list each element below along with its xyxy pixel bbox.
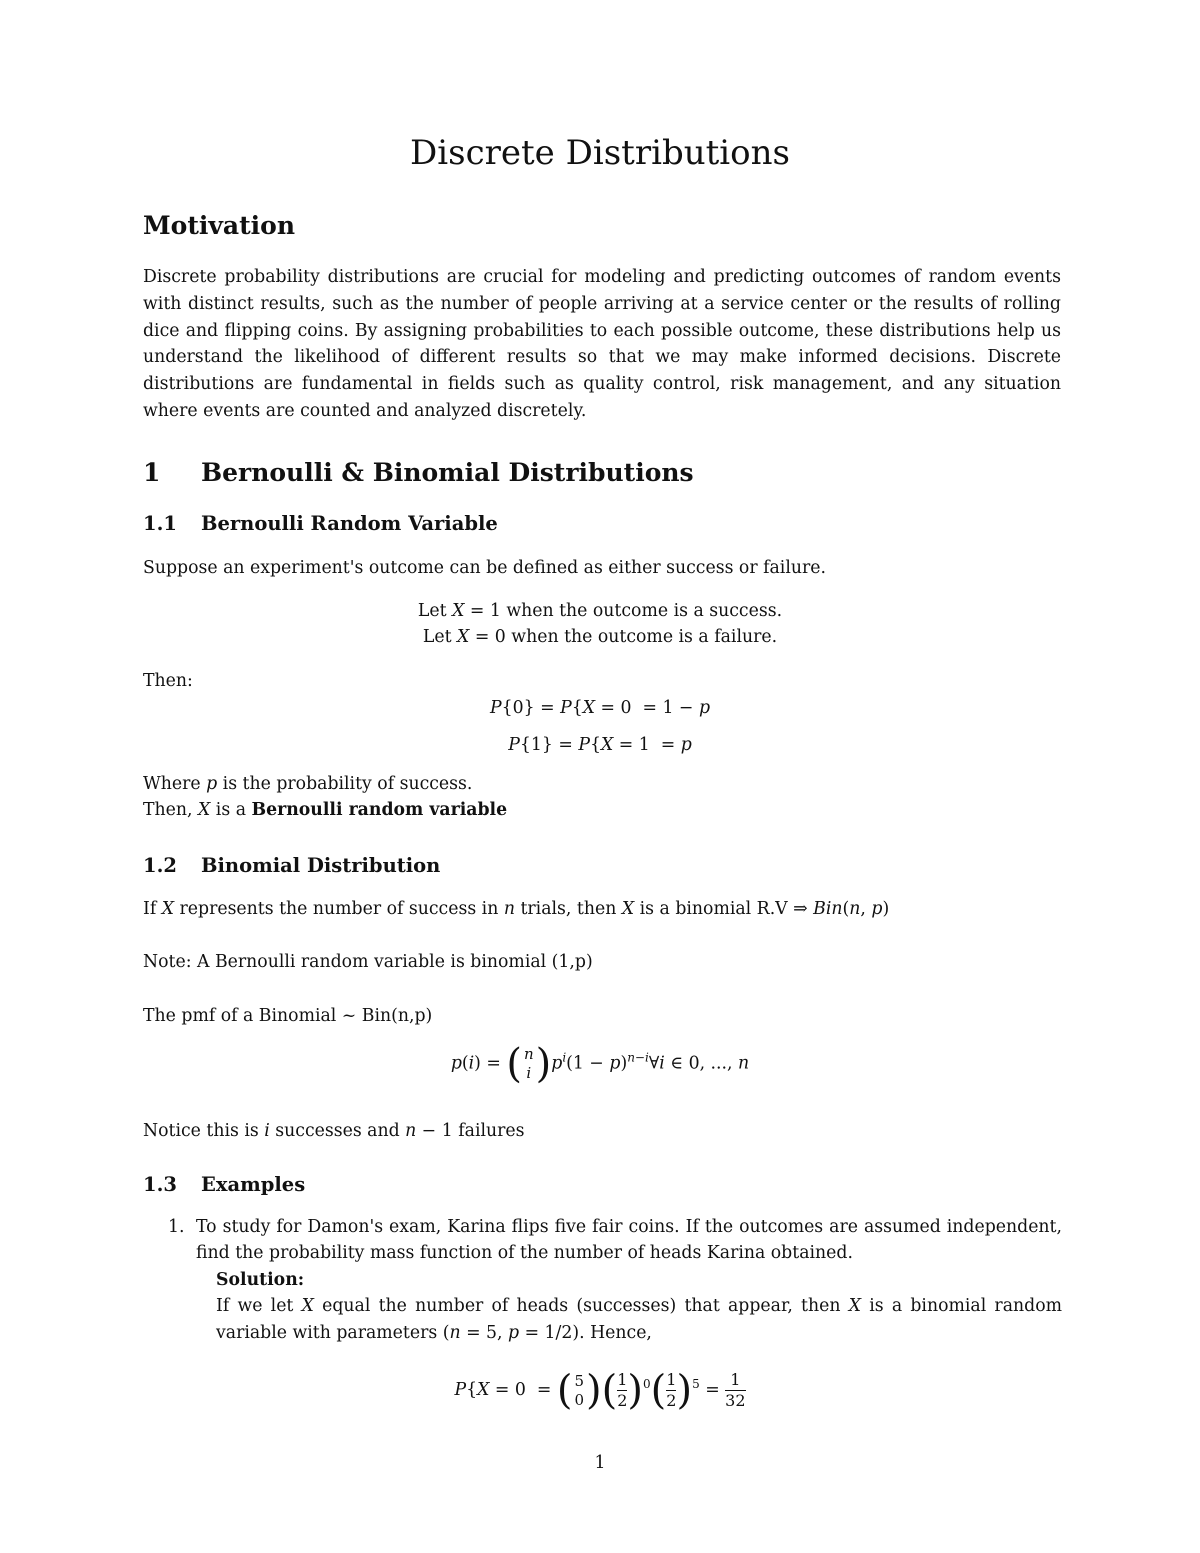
where-p-text: Where p is the probability of success.: [143, 774, 473, 794]
solution-text: If we let X equal the number of heads (successes) that appear, then X is a binomial random variable with parameters (n = 5, p = 1/2). Hence,: [216, 1296, 1062, 1343]
frac-one-32: $\frac{1}{32}$: [725, 1370, 746, 1410]
solution-label: Solution:: [216, 1269, 305, 1290]
section-number: 1: [143, 458, 161, 487]
motivation-heading: Motivation: [143, 211, 296, 240]
example-number: 1.: [168, 1217, 185, 1237]
bernoulli-intro: Suppose an experiment's outcome can be defined as either success or failure.: [143, 558, 826, 578]
binomial-note: Note: A Bernoulli random variable is binomial (1,p): [143, 952, 593, 972]
example-1: [168, 1214, 1062, 1346]
binomial-definition: If X represents the number of success in n trials, then X is a binomial R.V ⇒ Bin(n, p): [143, 899, 890, 919]
page-number: 1: [594, 1453, 606, 1473]
section-1-heading: [143, 458, 694, 487]
pmf-intro: The pmf of a Binomial ~ Bin(n,p): [143, 1006, 433, 1026]
equation-p0: P{0} = P{X = 0 = 1 − p: [490, 698, 710, 718]
binom-5-0: 5 0: [574, 1371, 584, 1409]
subsection-title: Bernoulli Random Variable: [201, 512, 498, 535]
equation-let-x-success: Let X = 1 when the outcome is a success.: [417, 601, 783, 621]
subsection-title: Examples: [201, 1173, 306, 1196]
then-x-prefix: Then,: [143, 800, 198, 820]
subsection-number: 1.2: [143, 854, 177, 877]
equation-binomial-pmf: p(i) = ( n i )$p^i(1$ − $p)^{n-i}\forall i$ ∈ 0, ..., n: [450, 1041, 750, 1087]
example-problem: To study for Damon's exam, Karina flips five fair coins. If the outcomes are assumed independent, find the probability mass function of the number of heads Karina obtained.: [196, 1217, 1062, 1264]
subsection-1-2-heading: [143, 854, 440, 877]
section-title: Bernoulli & Binomial Distributions: [201, 458, 694, 487]
frac-one-half: $\frac{1}{2}$: [617, 1370, 628, 1410]
subsection-1-1-heading: [143, 512, 498, 535]
motivation-paragraph: Discrete probability distributions are crucial for modeling and predicting outcomes of random events with distinct results, such as the number of people arriving at a service center or the results of rolling dice and flipping coins. By assigning probabilities to each possible outcome, these distributions help us understand the likelihood of different results so that we may make informed decisions. Discrete distributions are fundamental in fields such as quality control, risk management, and any situation where events are counted and analyzed discretely.: [143, 267, 1061, 421]
bernoulli-rv-term: Bernoulli random variable: [251, 800, 508, 820]
frac-one-half: $\frac{1}{2}$: [666, 1370, 677, 1410]
equation-let-x-failure: Let X = 0 when the outcome is a failure.: [422, 627, 778, 647]
subsection-1-3-heading: [143, 1173, 305, 1196]
then-label: Then:: [143, 671, 193, 691]
subsection-title: Binomial Distribution: [201, 854, 441, 877]
bernoulli-conclusion: Then, X is a Bernoulli random variable: [143, 800, 508, 820]
successes-failures-note: Notice this is i successes and n − 1 failures: [143, 1121, 525, 1141]
equation-p1: P{1} = P{X = 1 = p: [508, 735, 692, 755]
solution-block: [216, 1267, 1062, 1346]
equation-px0: P{X = 0 = ( 5 0 )( $\frac{1}{2}$ )$^0$( $\frac{1}{2}$ )$^5$ = $\frac{1}{32}$: [454, 1367, 746, 1414]
page-title: Discrete Distributions: [410, 133, 790, 173]
where-p-tail: is the probability of success.: [217, 774, 473, 794]
subsection-number: 1.3: [143, 1173, 177, 1196]
subsection-number: 1.1: [143, 512, 177, 535]
is-a-text: is a: [210, 800, 252, 820]
binom-n-i: n i: [523, 1045, 534, 1082]
